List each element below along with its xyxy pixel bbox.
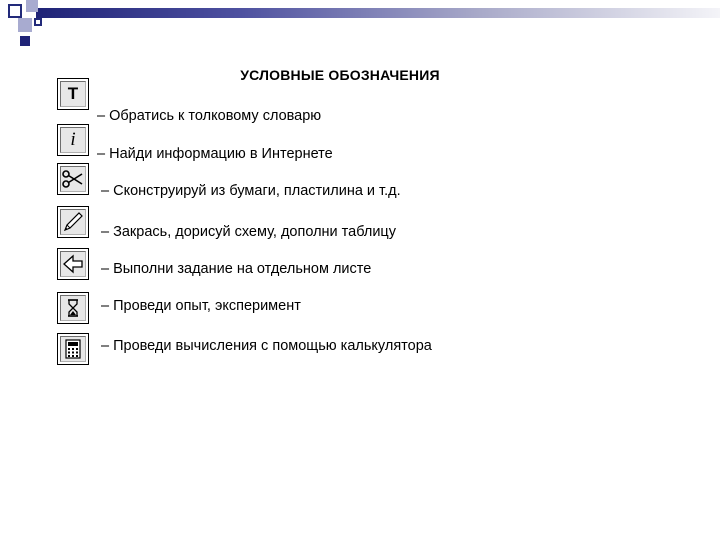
info-icon	[57, 124, 89, 156]
decor-square	[18, 18, 32, 32]
info-glyph: i	[70, 129, 76, 150]
legend-text-experiment: – Проведи опыт, эксперимент	[101, 298, 301, 314]
calculator-icon	[57, 333, 89, 365]
legend-text-separate-sheet: – Выполни задание на отдельном листе	[101, 261, 372, 277]
legend-text-dictionary: – Обратись к толковому словарю	[97, 108, 322, 124]
decor-square	[34, 18, 42, 26]
pencil-icon	[57, 206, 89, 238]
legend-text-draw: – Закрась, дорисуй схему, дополни таблицу	[101, 224, 396, 240]
legend-text-construct: – Сконструируй из бумаги, пластилина и т.д.	[101, 183, 401, 199]
legend-text-calculate: – Проведи вычисления с помощью калькулятора	[101, 338, 432, 354]
scissors-icon	[57, 163, 89, 195]
letter-t-icon	[57, 78, 89, 110]
legend-text-internet: – Найди информацию в Интернете	[97, 146, 333, 162]
page-title: УСЛОВНЫЕ ОБОЗНАЧЕНИЯ	[240, 67, 440, 83]
decor-square	[20, 36, 30, 46]
decor-square	[8, 4, 22, 18]
arrow-left-icon	[57, 248, 89, 280]
header-gradient-bar	[36, 8, 720, 18]
hourglass-icon	[57, 292, 89, 324]
letter-t-glyph: T	[67, 84, 79, 103]
decor-square	[26, 0, 38, 12]
